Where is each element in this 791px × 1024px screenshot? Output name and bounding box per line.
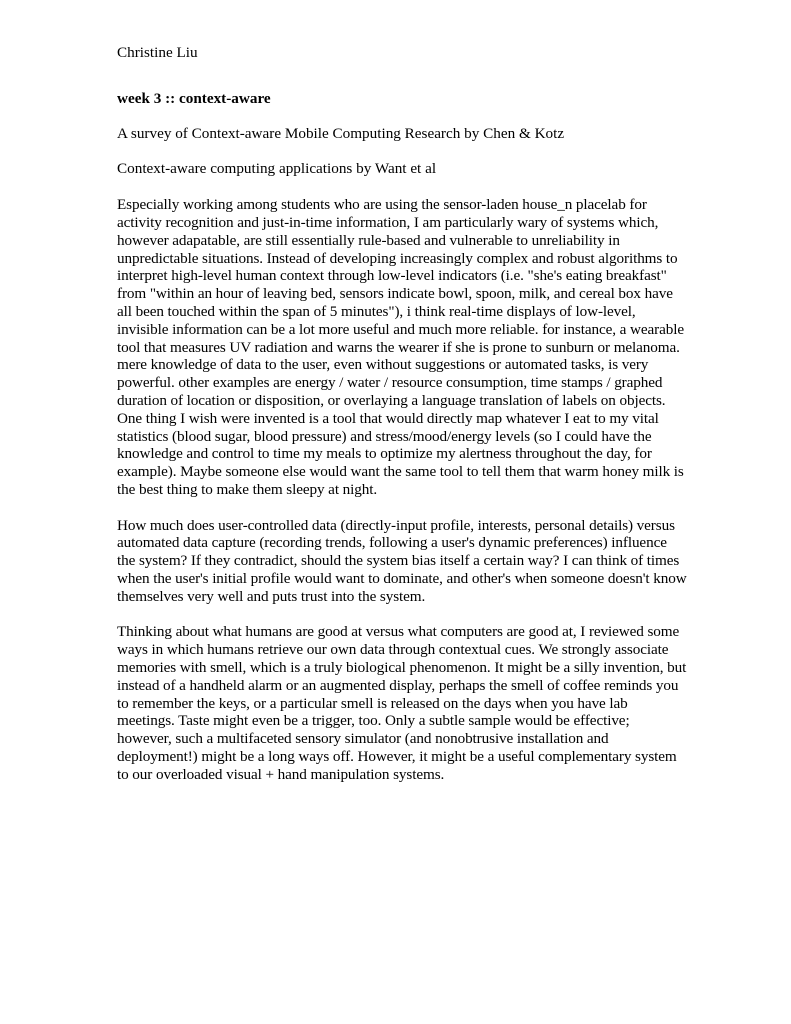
page-title: week 3 :: context-aware <box>117 89 271 107</box>
body-paragraph-1: Especially working among students who are using the sensor-laden house_n placelab for activity recognition and just-in-time information, I am particularly wary of systems which, however adapatable, are still essentially rule-based and vulnerable to unreliability in unpredictable situations. Instead of developing increasingly complex and robust algorithms to interpret high-level human context through low-level indicators (i.e. "she's eating breakfast" from "within an hour of leaving bed, sensors indicate bowl, spoon, milk, and cereal box have all been touched within the span of 5 minutes"), i think real-time displays of low-level, invisible information can be a lot more useful and much more reliable. for instance, a wearable tool that measures UV radiation and warns the wearer if she is prone to sunburn or melanoma. mere knowledge of data to the user, even without suggestions or automated tasks, is very powerful. other examples are energy / water / resource consumption, time stamps / graphed duration of location or disposition, or overlaying a language translation of labels on objects. One thing I wish were invented is a tool that would directly map whatever I eat to my vital statistics (blood sugar, blood pressure) and stress/mood/energy levels (so I could have the knowledge and control to time my meals to optimize my alertness throughout the day, for example). Maybe someone else would want the same tool to tell them that warm honey milk is the best thing to make them sleepy at night. <box>117 196 684 498</box>
body-paragraph-2: How much does user-controlled data (directly-input profile, interests, personal details) versus automated data capture (recording trends, following a user's dynamic preferences) influence the system? If they contradict, should the system bias itself a certain way? I can think of times when the user's initial profile would want to dominate, and other's when someone doesn't know themselves very well and puts trust into the system. <box>117 516 687 605</box>
body-paragraph-3: Thinking about what humans are good at versus what computers are good at, I reviewed some ways in which humans retrieve our own data through contextual cues. We strongly associate memories with smell, which is a truly biological phenomenon. It might be a silly invention, but instead of a handheld alarm or an augmented display, perhaps the smell of coffee reminds you to remember the keys, or a particular smell is released on the days when you have lab meetings. Taste might even be a trigger, too. Only a subtle sample would be effective; however, such a multifaceted sensory simulator (and nonobtrusive installation and deployment!) might be a long ways off. However, it might be a useful complementary system to our overloaded visual + hand manipulation systems. <box>117 623 687 783</box>
reference-want-et-al: Context-aware computing applications by Want et al <box>117 160 437 178</box>
author-name: Christine Liu <box>117 44 198 61</box>
document-page <box>117 44 687 801</box>
reference-chen-kotz: A survey of Context-aware Mobile Computing Research by Chen & Kotz <box>117 124 565 142</box>
